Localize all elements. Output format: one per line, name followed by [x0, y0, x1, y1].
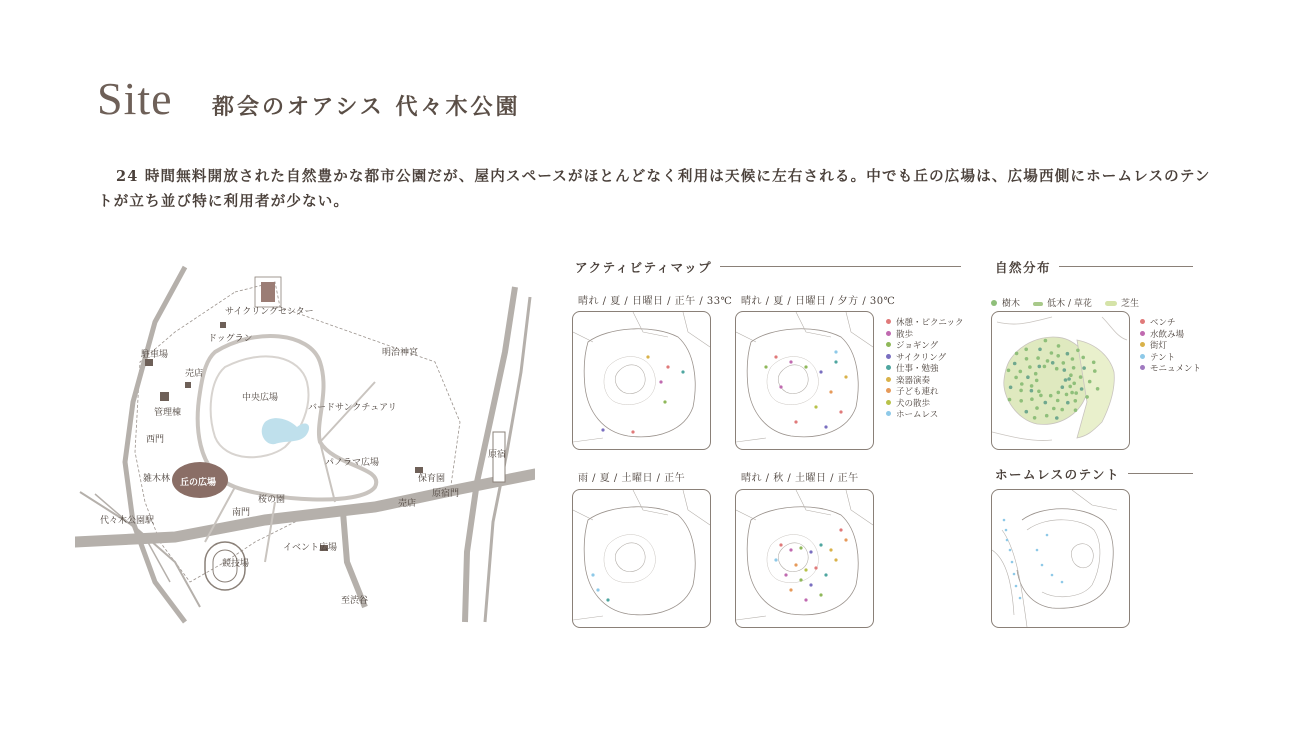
legend-item: 休憩・ピクニック — [886, 318, 964, 330]
activity-dot — [779, 385, 782, 388]
tree-dot — [1035, 406, 1039, 410]
hill-contour — [778, 365, 808, 394]
activity-dot — [799, 546, 802, 549]
tree-dot — [1057, 344, 1061, 348]
tree-dot — [1007, 369, 1011, 373]
tree-dot — [1019, 389, 1023, 393]
tree-dot — [1079, 375, 1083, 379]
activity-map-panel-4 — [735, 489, 874, 628]
tent-dot — [1006, 539, 1009, 542]
activity-dot — [824, 425, 827, 428]
tent-dots — [1003, 519, 1064, 600]
tree-dot — [1034, 372, 1038, 376]
tent-dot — [1036, 549, 1039, 552]
label-cycling-center: サイクリングセンター — [225, 307, 314, 317]
tent-dot — [1003, 519, 1006, 522]
activity-dot — [789, 548, 792, 551]
legend-dot — [886, 388, 891, 393]
tree-dot — [1014, 376, 1018, 380]
label-panorama: パノラマ広場 — [325, 458, 380, 468]
tree-dot — [1015, 352, 1019, 356]
tree-dot — [1074, 399, 1078, 403]
nature-map-panel — [991, 311, 1130, 450]
tree-dot — [1043, 365, 1047, 369]
panel-caption-4: 晴れ / 秋 / 土曜日 / 正午 — [741, 473, 859, 484]
label-meiji-shrine: 明治神宮 — [382, 348, 419, 358]
tree-dot — [1037, 390, 1041, 394]
activity-legend — [886, 318, 964, 422]
legend-item: ホームレス — [886, 410, 964, 422]
legend-dot — [1140, 319, 1145, 324]
panel-caption-2: 晴れ / 夏 / 日曜日 / 夕方 / 30℃ — [741, 296, 896, 307]
tree-dot — [1038, 365, 1042, 369]
label-shop-2: 売店 — [398, 499, 417, 509]
legend-item: モニュメント — [1140, 364, 1201, 376]
tree-dot — [1046, 359, 1050, 363]
label-parking: 駐車場 — [141, 350, 169, 360]
activity-dot — [601, 428, 604, 431]
label-management: 管理棟 — [154, 408, 182, 418]
label-harajuku-gate: 原宿門 — [432, 489, 460, 499]
tree-dot — [1050, 351, 1054, 355]
tree-key-dot — [991, 300, 997, 306]
tree-dot — [1056, 399, 1060, 403]
road-lines — [736, 312, 873, 442]
legend-dot — [1140, 331, 1145, 336]
activity-dot — [663, 400, 666, 403]
activity-dot — [809, 583, 812, 586]
path-loop — [747, 329, 858, 437]
activity-dot — [839, 528, 842, 531]
tree-dot — [1063, 368, 1067, 372]
tent-dot — [1019, 597, 1022, 600]
tree-dot — [1045, 414, 1049, 418]
label-west-gate: 西門 — [146, 435, 165, 445]
nature-legend — [1140, 318, 1201, 376]
legend-dot — [886, 354, 891, 359]
activity-dot — [799, 578, 802, 581]
activity-dot — [814, 566, 817, 569]
hill-contour — [615, 543, 645, 572]
tree-dot — [1076, 349, 1080, 353]
tree-dot — [1051, 361, 1055, 365]
legend-item: 水飲み場 — [1140, 330, 1201, 342]
activity-dot — [591, 573, 594, 576]
tree-dot — [1068, 385, 1072, 389]
tree-dot — [1038, 348, 1042, 352]
activity-dot — [829, 390, 832, 393]
legend-dot — [886, 319, 891, 324]
tent-dot — [1005, 529, 1008, 532]
hill-contour-outer — [604, 535, 655, 583]
nature-key-shrubs: 低木 / 草花 — [1033, 299, 1092, 309]
path-loop — [747, 507, 858, 615]
nature-key-lawn: 芝生 — [1105, 299, 1139, 309]
homeless-heading: ホームレスのテント — [995, 465, 1128, 483]
activity-dot — [764, 365, 767, 368]
activity-dot — [819, 593, 822, 596]
tree-dot — [1035, 379, 1039, 383]
legend-dot — [886, 331, 891, 336]
activity-dot — [839, 410, 842, 413]
activity-dot — [774, 355, 777, 358]
legend-dot — [886, 365, 891, 370]
legend-dot — [1140, 354, 1145, 359]
tree-dot — [1039, 394, 1043, 398]
legend-item: ベンチ — [1140, 318, 1201, 330]
activity-dot — [774, 558, 777, 561]
tree-dot — [1044, 401, 1048, 405]
hill-contour-outer — [604, 357, 655, 405]
legend-item: 仕事・勉強 — [886, 364, 964, 376]
tree-dot — [1019, 370, 1023, 374]
activity-dot — [666, 365, 669, 368]
activity-dot — [804, 598, 807, 601]
lawn-key-swatch — [1105, 301, 1117, 306]
activity-dot — [834, 558, 837, 561]
legend-item: 街灯 — [1140, 341, 1201, 353]
tree-dot — [1082, 366, 1086, 370]
tree-dot — [1069, 373, 1073, 377]
mini-map-4 — [736, 490, 873, 627]
tent-dot — [1061, 581, 1064, 584]
tree-dot — [1024, 348, 1028, 352]
label-zokibayashi: 雑木林 — [143, 474, 171, 484]
nature-map — [992, 312, 1129, 449]
legend-item: 子ども連れ — [886, 387, 964, 399]
label-stadium: 競技場 — [222, 559, 250, 569]
tree-dot — [1065, 393, 1069, 397]
road-lines — [573, 490, 710, 620]
tree-dot — [1049, 394, 1053, 398]
homeless-map-panel — [991, 489, 1130, 628]
tent-dot — [1051, 574, 1054, 577]
tree-dot — [1052, 407, 1056, 411]
tent-dot — [1046, 534, 1049, 537]
activity-heading: アクティビティマップ — [575, 258, 720, 276]
tent-dot — [1041, 564, 1044, 567]
tree-dot — [1061, 385, 1065, 389]
mini-map-3 — [573, 490, 710, 627]
tree-dot — [1066, 352, 1070, 356]
label-bird-sanctuary: バードサンクチュアリ — [308, 403, 397, 413]
activity-dot — [814, 405, 817, 408]
legend-dot — [1140, 342, 1145, 347]
activity-dot — [804, 365, 807, 368]
activity-dot — [819, 543, 822, 546]
shrub-key-swatch — [1033, 302, 1043, 306]
tree-dot — [1044, 339, 1048, 343]
panel-caption-1: 晴れ / 夏 / 日曜日 / 正午 / 33℃ — [578, 296, 733, 307]
activity-dot — [596, 588, 599, 591]
tree-dot — [1030, 389, 1034, 393]
activity-dot — [844, 538, 847, 541]
tree-dot — [1062, 361, 1066, 365]
activity-dot — [646, 355, 649, 358]
label-dogrun: ドッグラン — [208, 334, 253, 344]
hill-contour — [615, 365, 645, 394]
label-hill-plaza: 丘の広場 — [180, 478, 217, 488]
tree-dot — [1070, 391, 1074, 395]
tree-dot — [1064, 378, 1068, 382]
activity-dot — [789, 360, 792, 363]
label-harajuku: 原宿 — [488, 450, 507, 460]
label-event-plaza: イベント広場 — [283, 543, 338, 553]
path-loop — [584, 329, 695, 437]
tree-dot — [1066, 401, 1070, 405]
activity-dot — [804, 568, 807, 571]
tree-dot — [1028, 365, 1032, 369]
label-nursery: 保育園 — [418, 474, 446, 484]
legend-item: 楽器演奏 — [886, 376, 964, 388]
tree-dot — [1071, 357, 1075, 361]
site-heading: Site — [97, 73, 173, 124]
tree-dot — [1096, 387, 1100, 391]
tree-dot — [1092, 361, 1096, 365]
tree-dot — [1055, 367, 1059, 371]
tree-dot — [1088, 380, 1092, 384]
tree-dot — [1030, 384, 1034, 388]
label-south-gate: 南門 — [232, 508, 251, 518]
tree-dot — [1026, 375, 1030, 379]
path-loop — [584, 507, 695, 615]
hill-contour-outer — [767, 357, 818, 405]
activity-dot — [794, 563, 797, 566]
panel-caption-3: 雨 / 夏 / 土曜日 / 正午 — [578, 473, 686, 484]
tree-dot — [1025, 410, 1029, 414]
road-lines — [573, 312, 710, 442]
activity-dot — [779, 543, 782, 546]
tree-dot — [1036, 356, 1040, 360]
nature-key-trees: 樹木 — [991, 299, 1020, 309]
nature-keys — [991, 291, 1139, 310]
tree-dot — [1074, 408, 1078, 412]
tree-dot — [1019, 399, 1023, 403]
label-central-plaza: 中央広場 — [242, 393, 279, 403]
legend-item: 犬の散歩 — [886, 399, 964, 411]
page-title: 都会のオアシス 代々木公園 — [212, 94, 521, 120]
tree-dot — [1020, 382, 1024, 386]
activity-dot — [659, 380, 662, 383]
tree-dot — [1072, 366, 1076, 370]
tree-dot — [1013, 362, 1017, 366]
activity-dot — [834, 360, 837, 363]
activity-dot — [784, 573, 787, 576]
tree-dot — [1057, 391, 1061, 395]
label-shop-1: 売店 — [185, 369, 204, 379]
tent-dot — [1009, 549, 1012, 552]
tree-dot — [1060, 408, 1064, 412]
tent-dot — [1013, 573, 1016, 576]
legend-dot — [886, 411, 891, 416]
activity-dot — [681, 370, 684, 373]
tree-dot — [1033, 416, 1037, 420]
tent-dot — [1011, 561, 1014, 564]
tree-dot — [1025, 357, 1029, 361]
legend-dot — [886, 377, 891, 382]
legend-item: ジョギング — [886, 341, 964, 353]
activity-map-panel-3 — [572, 489, 711, 628]
tent-dot — [1015, 585, 1018, 588]
tree-dot — [1085, 395, 1089, 399]
legend-dot — [886, 400, 891, 405]
activity-map-panel-2 — [735, 311, 874, 450]
mini-map-1 — [573, 312, 710, 449]
legend-item: テント — [1140, 353, 1201, 365]
activity-dot — [844, 375, 847, 378]
activity-dot — [789, 588, 792, 591]
legend-dot — [886, 342, 891, 347]
legend-item: 散歩 — [886, 330, 964, 342]
activity-dot — [834, 350, 837, 353]
park-site-map — [75, 262, 535, 632]
description-text: 24 時間無料開放された自然豊かな都市公園だが、屋内スペースがほとんどなく利用は天候に左右される。中でも丘の広場は、広場西側にホームレスのテントが立ち並び特に利用者が少ない。 — [98, 168, 1211, 210]
tree-dot — [1008, 398, 1012, 402]
legend-dot — [1140, 365, 1145, 370]
activity-dot — [819, 370, 822, 373]
tree-dot — [1080, 387, 1084, 391]
activity-dot — [824, 573, 827, 576]
tree-dot — [1067, 377, 1071, 381]
label-sakura: 桜の園 — [258, 495, 286, 505]
hill-contour-outer — [767, 535, 818, 583]
tree-dot — [1093, 369, 1097, 373]
activity-dot — [794, 420, 797, 423]
homeless-map — [992, 490, 1129, 627]
label-yoyogi-station: 代々木公園駅 — [100, 516, 155, 526]
tree-dot — [1055, 416, 1059, 420]
hill-contour — [778, 543, 808, 572]
nature-heading: 自然分布 — [995, 258, 1059, 276]
tree-dot — [1074, 391, 1078, 395]
activity-map-panel-1 — [572, 311, 711, 450]
activity-dot — [631, 430, 634, 433]
tree-dot — [1072, 382, 1076, 386]
tree-dot — [1056, 354, 1060, 358]
legend-item: サイクリング — [886, 353, 964, 365]
mini-map-2 — [736, 312, 873, 449]
activity-dot — [809, 550, 812, 553]
activity-dot — [829, 548, 832, 551]
tree-dot — [1081, 356, 1085, 360]
tree-dot — [1030, 397, 1034, 401]
tree-dot — [1009, 386, 1013, 390]
activity-dot — [606, 598, 609, 601]
label-shibuya: 至渋谷 — [341, 596, 369, 606]
